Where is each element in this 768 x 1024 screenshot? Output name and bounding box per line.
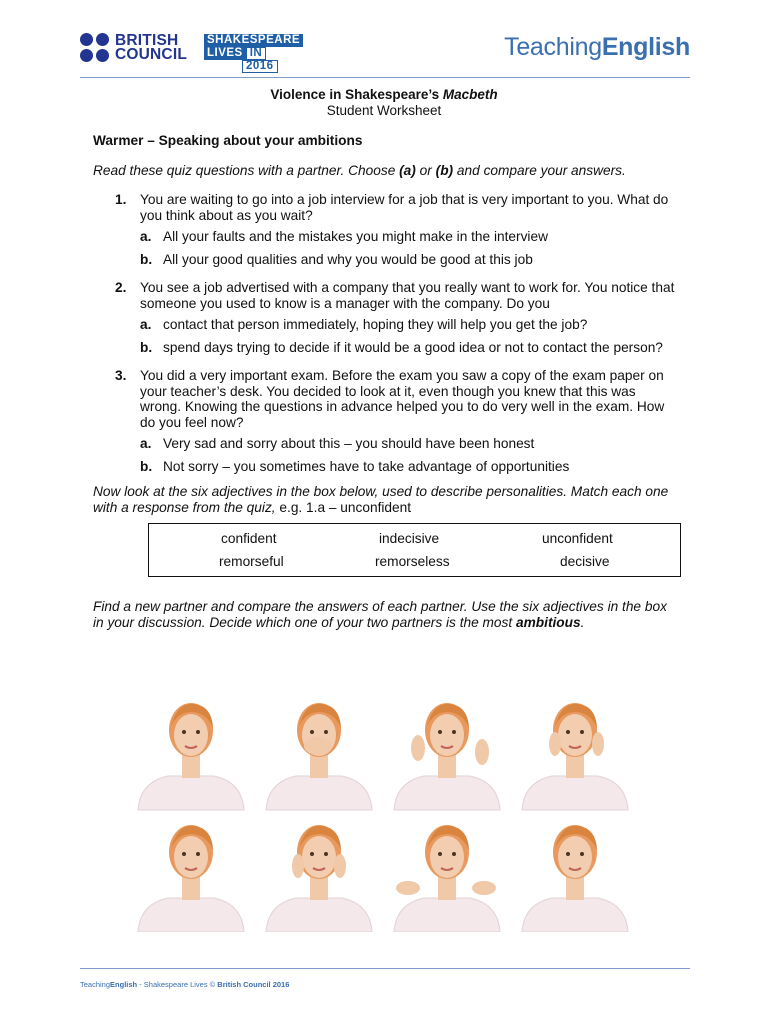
adjective: confident [221,531,277,546]
adjective: unconfident [542,531,613,546]
teaching-english-logo: TeachingEnglish [504,33,690,61]
page-header [80,30,690,78]
woman-expressions-image [128,688,640,932]
header-divider [80,77,690,78]
partner-instruction: Find a new partner and compare the answers of each partner. Use the six adjectives in the box in your discussion. Decide which one of your two partners is the most ambitious. [93,599,667,630]
option: b. All your good qualities and why you would be good at this job [140,251,533,267]
option: a. contact that person immediately, hoping they will help you get the job? [140,317,588,332]
bc-logo-line1: BRITISH [115,32,179,49]
question-text: You are waiting to go into a job interview for a job that is very important to you. What do you think about as you wait? [140,192,669,223]
adjective: remorseless [375,554,450,569]
question-1: 1. You are waiting to go into a job interview for a job that is very important to you. What do you think about as you wait? a. All your faults and the mistakes you might make in the interview b. All your good qualities and why you would be good at this job [93,192,678,267]
adjective: decisive [560,554,610,569]
adjective: indecisive [379,531,440,546]
page-footer: TeachingEnglish - Shakespeare Lives © British Council 2016 [80,980,290,989]
option: b. spend days trying to decide if it would be a good idea or not to contact the person? [140,339,663,355]
sl-logo-in: IN [246,47,267,60]
worksheet-content [93,133,678,630]
sl-logo-year: 2016 [242,60,278,73]
british-council-logo [80,33,187,63]
adjective-box [148,523,681,577]
option: b. Not sorry – you sometimes have to take advantage of opportunities [140,458,570,474]
title-line1: Violence in Shakespeare’s Macbeth [270,87,498,102]
adjective: remorseful [219,554,284,569]
question-2: 2. You see a job advertised with a company that you really want to work for. You notice that someone you used to know is a manager with the company. Do you a. contact that person immediately, hoping they will help you get the job? b. spend days trying to decide if it would be a good idea or not to contact the person? [93,280,678,355]
quiz-instruction: Read these quiz questions with a partner. Choose (a) or (b) and compare your answers. [93,162,626,178]
sl-logo-line1: SHAKESPEARE [204,34,303,47]
match-instruction: Now look at the six adjectives in the box below, used to describe personalities. Match each one with a response from the quiz, e.g. 1.a – unconfident [93,484,669,515]
option: a. All your faults and the mistakes you might make in the interview [140,229,548,244]
question-text: You did a very important exam. Before the exam you saw a copy of the exam paper on your teacher’s desk. You decided to look at it, even though you knew that this was wrong. Knowing the questions in advance helped you to do very well in the exam. How do you feel now? [140,368,665,430]
question-text: You see a job advertised with a company that you really want to work for. You notice that someone you used to know is a manager with the company. Do you [140,280,675,311]
expression-photo-grid [128,688,640,932]
warmer-heading: Warmer – Speaking about your ambitions [93,133,363,148]
footer-divider [80,968,690,969]
title-line2: Student Worksheet [326,103,442,118]
british-council-dots-icon [80,33,110,63]
shakespeare-lives-logo [204,34,303,73]
sl-logo-lives: LIVES [204,47,246,60]
question-3: 3. You did a very important exam. Before the exam you saw a copy of the exam paper on your teacher’s desk. You decided to look at it, even though you knew that this was wrong. Knowing the questions in advance helped you to do very well in the exam. How do you feel now? a. Very sad and sorry about this – you should have been honest b. Not sorry – you sometimes have to take advantage of opportunities [93,368,678,474]
bc-logo-line2: COUNCIL [115,46,188,63]
option: a. Very sad and sorry about this – you should have been honest [140,436,535,451]
worksheet-title [0,87,768,119]
